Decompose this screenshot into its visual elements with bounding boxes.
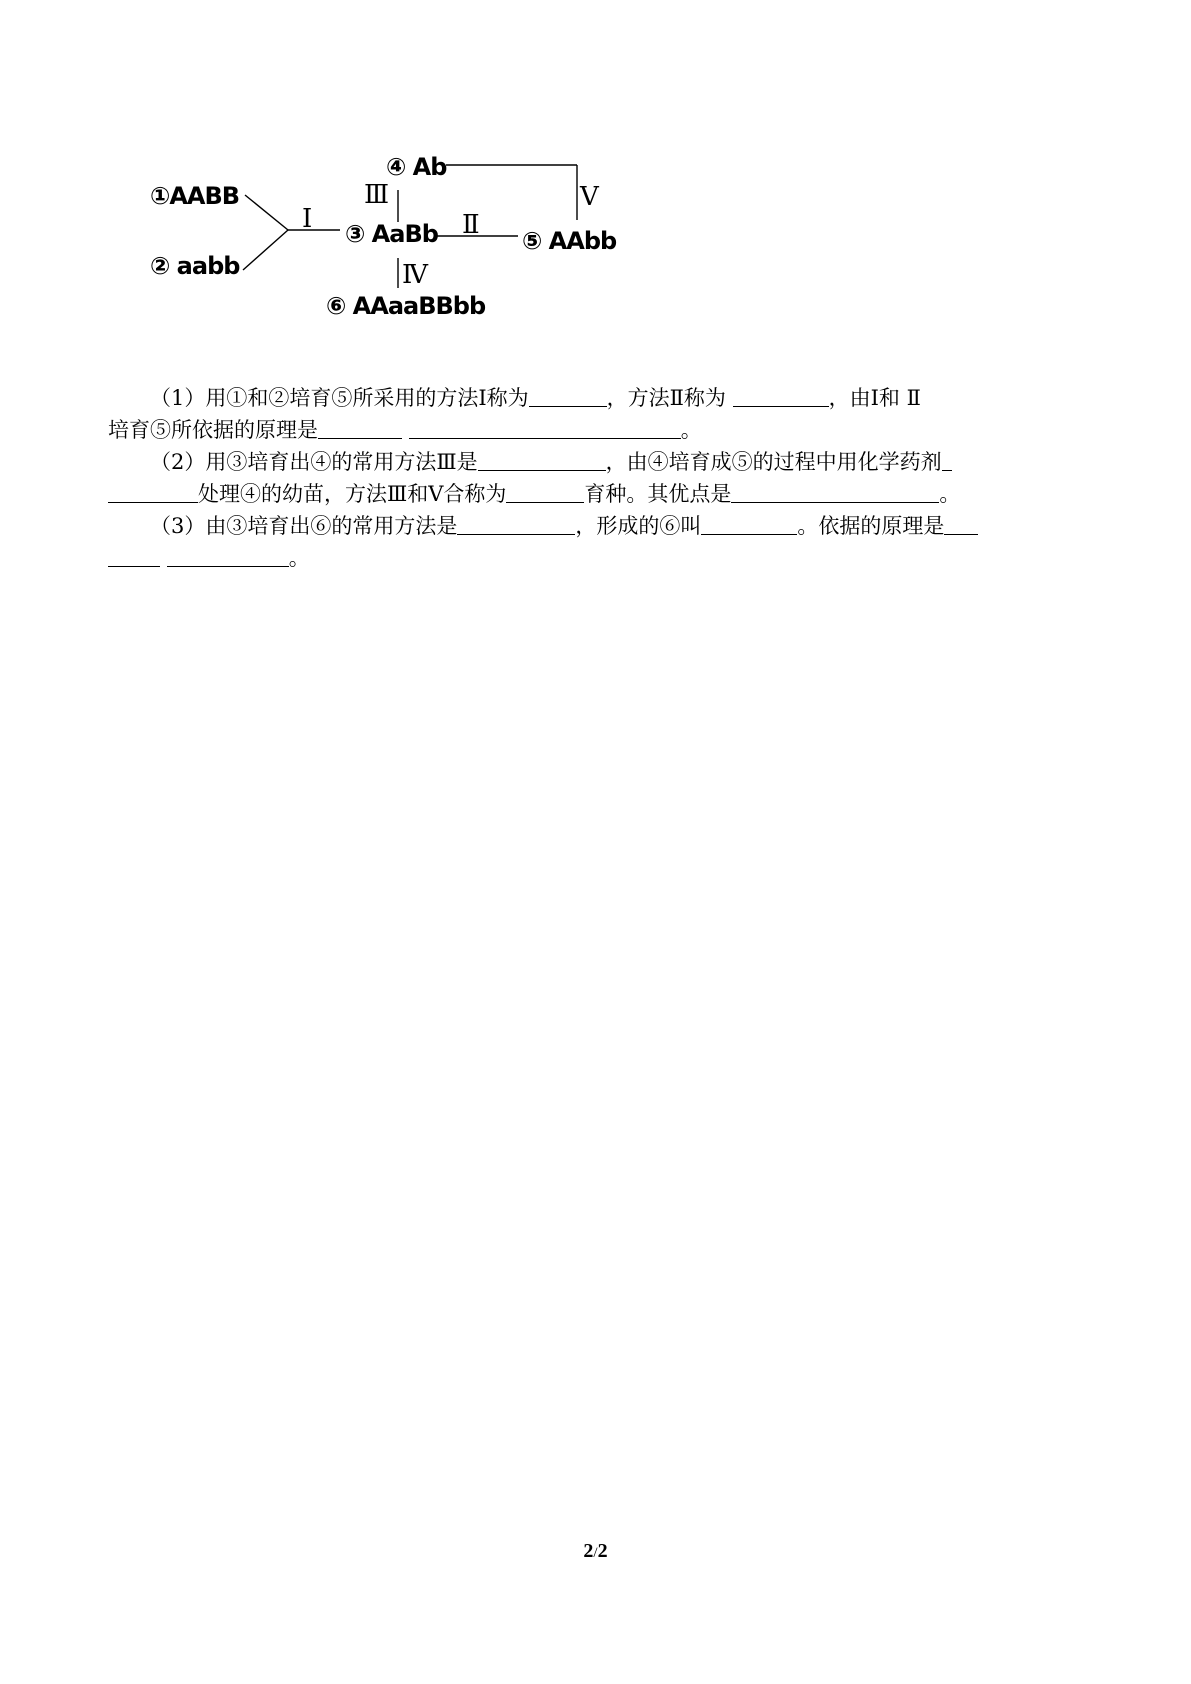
page-total: 2: [597, 1540, 608, 1562]
question-2: [108, 446, 1088, 478]
step-label-1: Ⅰ: [302, 204, 313, 234]
q2-blank-advantage-end[interactable]: [929, 480, 939, 503]
step-label-4: Ⅳ: [402, 260, 428, 290]
q1-text-b: ，方法Ⅱ称为: [606, 386, 726, 410]
node-aabb-target: ⑤ AAbb: [522, 227, 617, 255]
q2-text-c: 处理④的幼苗，方法Ⅲ和Ⅴ合称为: [198, 482, 507, 506]
page-separator: /: [593, 1545, 598, 1561]
q3-blank-principle-b[interactable]: [108, 544, 160, 567]
q2-text-b: ，由④培育成⑤的过程中用化学药剂: [605, 450, 942, 474]
q2-text-e: 。: [939, 482, 961, 506]
q1-text-d: 培育⑤所依据的原理是: [108, 418, 318, 442]
q3-blank-principle-c[interactable]: [167, 544, 289, 567]
node-aabb-hybrid: ③ AaBb: [345, 220, 438, 248]
q1-blank-method-1[interactable]: [529, 384, 607, 407]
q3-blank-principle-a[interactable]: [944, 512, 978, 535]
q1-text-a: （1）用①和②培育⑤所采用的方法Ⅰ称为: [150, 386, 529, 410]
q2-blank-breeding[interactable]: [506, 480, 584, 503]
node-aabb-parent2: ② aabb: [150, 252, 240, 280]
question-3: [108, 510, 1088, 542]
question-1: [108, 382, 1088, 414]
q1-text-e: 。: [680, 418, 702, 442]
q2-blank-method-3[interactable]: [478, 448, 606, 471]
question-2-cont: [108, 478, 1088, 510]
q1-blank-principle-2[interactable]: [409, 416, 681, 439]
question-1-cont: [108, 414, 1088, 446]
q2-blank-chemical-b[interactable]: [108, 480, 198, 503]
node-aabb-parent1: ①AABB: [150, 182, 240, 210]
q3-text-d: 。: [288, 546, 310, 570]
q3-text-c: 。依据的原理是: [797, 514, 945, 538]
q3-blank-method[interactable]: [457, 512, 575, 535]
step-label-2: Ⅱ: [462, 210, 480, 240]
q3-text-b: ，形成的⑥叫: [575, 514, 702, 538]
q1-blank-method-2[interactable]: [733, 384, 829, 407]
question-3-cont: [108, 542, 1088, 574]
node-ab-haploid: ④ Ab: [386, 153, 447, 181]
q2-blank-chemical-a[interactable]: [942, 448, 952, 471]
breeding-diagram: [140, 150, 700, 360]
q3-text-a: （3）由③培育出⑥的常用方法是: [150, 514, 458, 538]
step-label-5: Ⅴ: [580, 182, 599, 212]
q2-text-a: （2）用③培育出④的常用方法Ⅲ是: [150, 450, 478, 474]
page-current: 2: [583, 1540, 594, 1562]
q2-text-d: 育种。其优点是: [584, 482, 732, 506]
q3-blank-name[interactable]: [701, 512, 797, 535]
question-text: [108, 382, 1088, 574]
q1-text-c: ，由Ⅰ和 Ⅱ: [828, 386, 921, 410]
page-number: [0, 1540, 1191, 1563]
q1-blank-principle-1[interactable]: [318, 416, 402, 439]
node-tetraploid: ⑥ AAaaBBbb: [326, 292, 486, 320]
step-label-3: Ⅲ: [364, 180, 390, 210]
q2-blank-advantage[interactable]: [731, 480, 929, 503]
